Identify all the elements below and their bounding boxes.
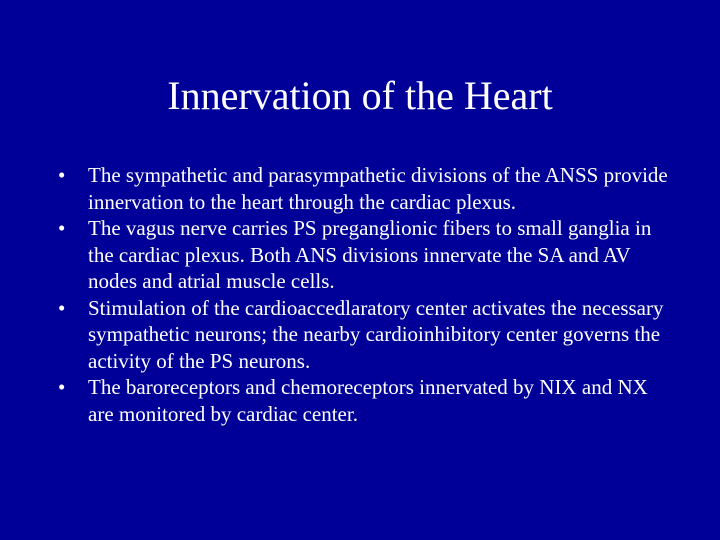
bullet-item	[54, 215, 674, 295]
bullet-item	[54, 295, 674, 375]
bullet-icon: •	[58, 295, 66, 320]
bullet-text: The vagus nerve carries PS preganglionic fibers to small ganglia in the cardiac plexus. Both ANS divisions innervate the SA and AV nodes and atrial muscle cells.	[88, 216, 652, 293]
bullet-text: The sympathetic and parasympathetic divisions of the ANSS provide innervation to the heart through the cardiac plexus.	[88, 163, 668, 214]
bullet-icon: •	[58, 216, 66, 240]
slide-title: Innervation of the Heart	[167, 73, 553, 118]
bullet-item	[54, 374, 674, 427]
bullet-icon: •	[58, 163, 66, 187]
bullet-text: Stimulation of the cardioaccedlaratory center activates the necessary sympathetic neurons; the nearby cardioinhibitory center governs the activity of the PS neurons.	[88, 295, 664, 373]
bullet-item	[54, 162, 674, 215]
bullet-list	[54, 162, 674, 427]
bullet-text: The baroreceptors and chemoreceptors innervated by NIX and NX are monitored by cardiac center.	[88, 375, 648, 426]
bullet-icon: •	[58, 375, 66, 399]
